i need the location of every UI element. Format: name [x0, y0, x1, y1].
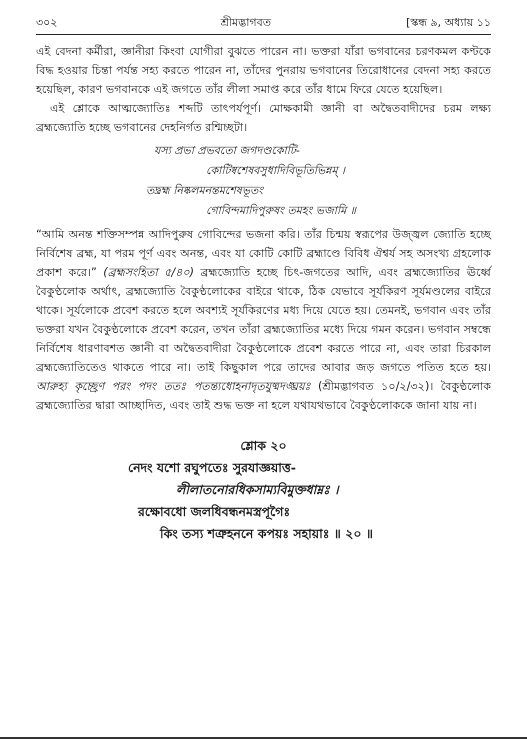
page-header: [36, 14, 491, 30]
verse-line-1: যস্য প্রভা প্রভবতো জগদণ্ডকোটি-: [154, 144, 300, 157]
translation-reference: (ব্রহ্মসংহিতা ৫/৪০): [103, 266, 195, 279]
verse-line-3: তদ্ব্রহ্ম নিষ্কলমনন্তমশেষভূতং: [146, 184, 264, 197]
shloka-line-3: রক্ষোবধো জলধিবন্ধনমস্ত্রপূগৈঃ: [138, 504, 291, 519]
translation-start: “আমি অনন্ত শক্তিসম্পন্ন আদিপুরুষ গোবিন্দের ভজনা করি। তাঁর চিন্ময় স্বরূপের উজ্জ্বল জ্যোতি হচ্ছে নির্বিশেষ ব্রহ্ম, যা পরম পূর্ণ এবং অনন্ত, এবং যা কোটি কোটি ব্রহ্মাণ্ডে বিবিধ ঐশ্বর্য সহ অসংখ্য গ্রহলোক প্রকাশ করে।”: [36, 228, 491, 279]
translation-body: ব্রহ্মজ্যোতি হচ্ছে চিৎ-জগতের আদি, এবং ব্রহ্মজ্যোতির ঊর্ধ্বে বৈকুণ্ঠলোক অর্থাৎ, ব্রহ্মজ্যোতি বৈকুণ্ঠলোকের বাইরে থাকে, ঠিক যেভাবে সূর্যকিরণ সূর্যমণ্ডলের বাইরে থাকে। সূর্যলোকে প্রবেশ করতে হলে অবশ্যই সূর্যকিরণের মধ্য দিয়ে যেতে হয়। তেমনই, ভগবান এবং তাঁর ভক্তরা যখন বৈকুণ্ঠলোকে প্রবেশ করেন, তখন তাঁরা ব্রহ্মজ্যোতির মধ্যে দিয়ে গমন করেন। ভগবান সম্বন্ধে নির্বিশেষ ধারণাবশত জ্ঞানী বা অদ্বৈতবাদীরা বৈকুণ্ঠলোকে প্রবেশ করতে পারে না, এবং তারা চিরকাল ব্রহ্মজ্যোতিতেও থাকতে পারে না। তাই কিছুকাল পরে তাদের আবার জড় জগতে পতিত হতে হয়।: [36, 266, 491, 374]
shloka-line-2: লীলাতনোরধিকসাম্যবিমুক্তধাম্নঃ ।: [176, 482, 339, 497]
header-rule: [36, 34, 491, 35]
translation-end: বৈকুণ্ঠলোক ব্রহ্মজ্যোতির দ্বারা আচ্ছাদিত, এবং তাই শুদ্ধ ভক্ত না হলে যথাযথভাবে বৈকুণ্ঠলোককে জানা যায় না।: [36, 380, 492, 412]
sanskrit-quote: আরুহ্য কৃচ্ছ্রেণ পরং পদং ততঃ পতন্ত্যধোহনাদৃতযুষ্মদঙ্ঘ্রয়ঃ: [36, 380, 311, 393]
shloka-title: শ্লোক ২০: [240, 438, 287, 453]
quote-reference: (শ্রীমদ্ভাগবত ১০/২/৩২)।: [317, 380, 434, 393]
page-number: ৩০২: [36, 16, 58, 29]
verse-line-4: গোবিন্দমাদিপুরুষং তমহং ভজামি ॥: [206, 204, 356, 217]
section-reference: [স্কন্ধ ৯, অধ্যায় ১১: [406, 16, 491, 29]
quoted-verse: [36, 141, 491, 221]
shloka-line-4: কিং তস্য শত্রুহননে কপয়ঃ সহায়াঃ ॥ ২০ ॥: [160, 526, 373, 541]
paragraph-1: এই বেদনা কর্মীরা, জ্ঞানীরা কিংবা যোগীরা বুঝতে পারেন না। ভক্তরা যাঁরা ভগবানের চরণকমল কণ্টকে বিদ্ধ হওয়ার চিন্তা পর্যন্ত সহ্য করতে পারেন না, তাঁদের পুনরায় ভগবানের তিরোধানের বেদনা সহ্য করতে হয়েছিল, কারণ ভগবানকে এই জগতে তাঁর লীলা সমাপ্ত করে তাঁর ধামে ফিরে যেতে হয়েছিল।: [36, 45, 491, 96]
verse-line-2: কোটিষ্বশেষবসুধাদিবিভূতিভিন্নম্ ।: [206, 164, 345, 177]
shloka-line-1: নেদং যশো রঘুপতেঃ সুরযাজ্ঞয়াত্ত-: [128, 460, 296, 475]
translation-paragraph: [36, 225, 491, 415]
purport-text: [36, 42, 491, 415]
paragraph-2: এই শ্লোকে আত্মজ্যোতিঃ শব্দটি তাৎপর্যপূর্ণ। মোক্ষকামী জ্ঞানী বা অদ্বৈতবাদীদের চরম লক্ষ্য ব্রহ্মজ্যোতি হচ্ছে ভগবানের দেহনির্গত রশ্মিচ্ছটা।: [36, 102, 491, 134]
book-title: শ্রীমদ্ভাগবত: [220, 16, 271, 29]
shloka-block: [36, 435, 491, 545]
